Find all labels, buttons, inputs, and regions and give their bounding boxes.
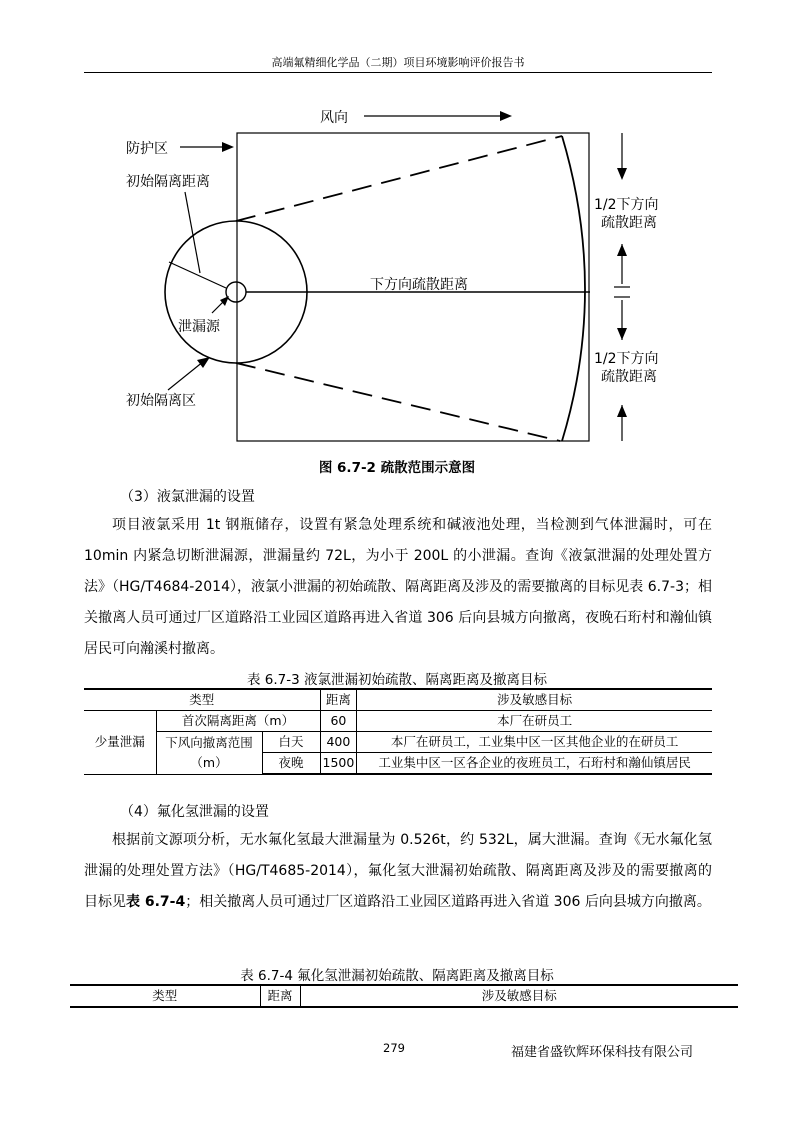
evacuation-arc — [562, 136, 585, 441]
table3-row2-distance: 400 — [320, 732, 357, 753]
table3-row1-target: 本厂在研员工 — [357, 711, 712, 732]
table3-category: 少量泄漏 — [84, 711, 156, 775]
protection-arrow — [180, 142, 234, 152]
half-upper-label-2: 疏散距离 — [601, 215, 657, 231]
cone-upper-line — [236, 136, 562, 221]
table3-range-label-2: （m） — [190, 754, 228, 770]
page-number: 279 — [383, 1041, 405, 1055]
section3-body — [84, 510, 712, 665]
table3-row3-target: 工业集中区一区各企业的夜班员工，石珩村和瀚仙镇居民 — [357, 753, 712, 775]
table3-row1-label: 首次隔离距离（m） — [156, 711, 320, 732]
company-name: 福建省盛钦辉环保科技有限公司 — [511, 1045, 694, 1060]
initial-zone-pointer — [168, 361, 204, 390]
table3-row1-distance: 60 — [320, 711, 357, 732]
radius-line — [169, 262, 226, 288]
cone-lower-line — [236, 363, 560, 441]
initial-distance-label: 初始隔离距离 — [126, 174, 210, 190]
table3-header-type: 类型 — [84, 689, 320, 711]
half-lower-label-1: 1/2下方向 — [594, 351, 659, 367]
table3-row2-period: 白天 — [262, 732, 320, 753]
section4-body — [84, 825, 712, 918]
table3-header-targets: 涉及敏感目标 — [357, 689, 712, 711]
leak-source-circle — [226, 282, 246, 302]
section3-heading: （3）液氯泄漏的设置 — [120, 489, 255, 505]
section4-paragraph — [84, 825, 712, 918]
table3-row3-period: 夜晚 — [262, 753, 320, 775]
table4 — [70, 984, 738, 1008]
table4-header-targets: 涉及敏感目标 — [300, 985, 738, 1007]
figure-caption: 图 6.7-2 疏散范围示意图 — [318, 460, 476, 476]
leak-source-label: 泄漏源 — [178, 319, 220, 335]
wind-label: 风向 — [320, 110, 348, 126]
section3-paragraph: 项目液氯采用 1t 钢瓶储存，设置有紧急处理系统和碱液池处理，当检测到气体泄漏时，可在 10min 内紧急切断泄漏源，泄漏量约 72L，为小于 200L 的小泄漏。查询《液氯泄漏的处理处置方法》（HG/T4684-2014），液氯小泄漏的初始疏散、隔离距离及涉及的需要撤离的目标见表 6.7-3；相关撤离人员可通过厂区道路沿工业园区道路再进入省道 306 后向县城方向撤离，夜晚石珩村和瀚仙镇居民可向瀚溪村撤离。 — [84, 517, 712, 657]
initial-zone-arrowhead — [197, 357, 210, 368]
table4-caption: 表 6.7-4 氟化氢泄漏初始疏散、隔离距离及撤离目标 — [240, 968, 554, 984]
table4-header-type: 类型 — [70, 985, 260, 1007]
half-lower-label-2: 疏散距离 — [601, 369, 657, 385]
wind-arrow — [364, 111, 512, 121]
evacuation-diagram — [0, 0, 794, 460]
table3-header-distance: 距离 — [320, 689, 357, 711]
table3-range-label — [156, 732, 262, 775]
section4-text-a: 根据前文源项分析，无水氟化氢最大泄漏量为 0.526t，约 532L，属大泄漏。查询《无水氟化氢泄漏的处理处置方法》（HG/T4685-2014），氟化氢大泄漏初始疏散、隔离距离及涉及的需要撤离的目标见 — [84, 832, 712, 910]
initial-zone-label: 初始隔离区 — [126, 393, 196, 409]
table3-range-label-1: 下风向撤离范围 — [165, 734, 253, 750]
table3 — [84, 688, 712, 775]
table3-row2-target: 本厂在研员工，工业集中区一区其他企业的在研员工 — [357, 732, 712, 753]
section4-table-ref: 表 6.7-4 — [126, 894, 186, 910]
table3-row3-distance: 1500 — [320, 753, 357, 775]
page-header: 高端氟精细化学品（二期）项目环境影响评价报告书 — [271, 56, 525, 69]
table3-caption: 表 6.7-3 液氯泄漏初始疏散、隔离距离及撤离目标 — [246, 672, 547, 688]
downwind-label: 下方向疏散距离 — [370, 277, 468, 293]
section4-heading: （4）氟化氢泄漏的设置 — [120, 804, 269, 820]
leak-source-arrowhead — [220, 296, 229, 306]
half-upper-label-1: 1/2下方向 — [594, 197, 659, 213]
table4-header-distance: 距离 — [260, 985, 300, 1007]
protection-zone-label: 防护区 — [126, 141, 168, 157]
section4-text-b: ；相关撤离人员可通过厂区道路沿工业园区道路再进入省道 306 后向县城方向撤离。 — [185, 894, 711, 910]
